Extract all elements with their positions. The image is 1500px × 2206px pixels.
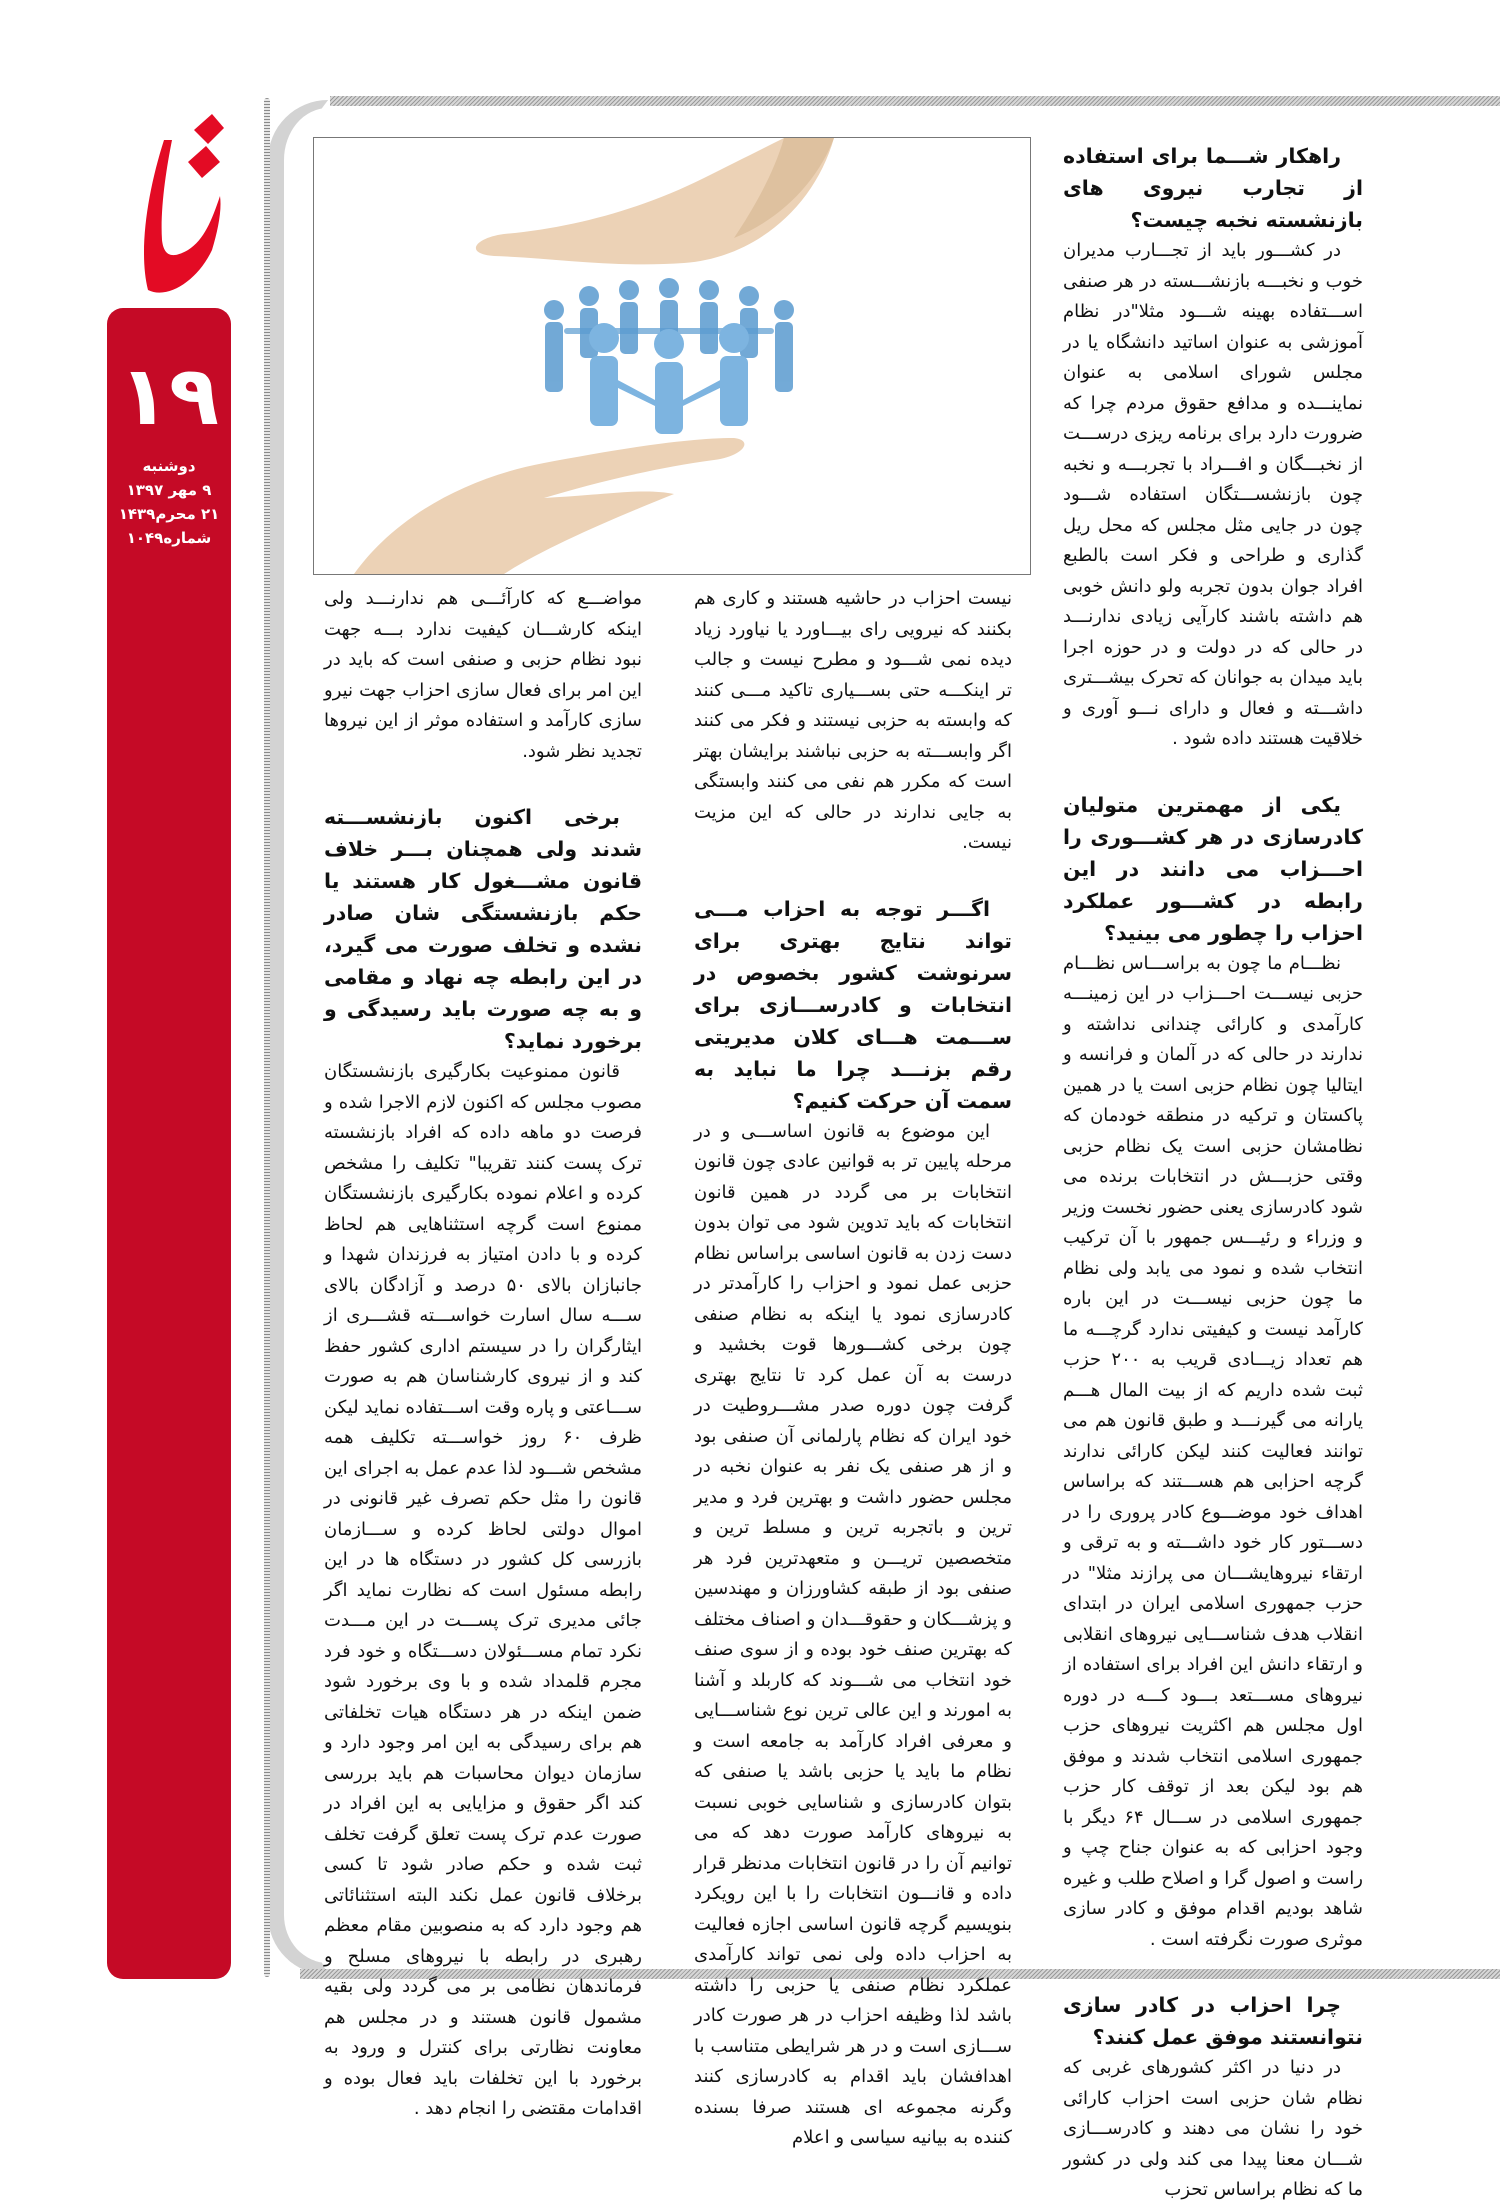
hands-protecting-people-illustration <box>314 138 1030 574</box>
bottom-hand-shape <box>354 438 744 574</box>
issue-meta <box>107 454 231 550</box>
question-heading: یکی از مهمترین متولیان کادرسازی در هر کشـــوری را احـــزاب می دانند در این رابطه در کشـــور عملکرد احزاب را چطور می بینید؟ <box>1063 792 1363 945</box>
question-heading: راهکار شـــما برای استفاده از تجارب نیروی های بازنشسته نخبه چیست؟ <box>1063 144 1363 232</box>
section-gap <box>694 859 1012 893</box>
page-number: ۱۹ <box>118 349 220 444</box>
weekday: دوشنبه <box>142 457 196 475</box>
article-column-middle <box>694 584 1012 2154</box>
issue-number: شماره۱۰۴۹ <box>126 529 212 547</box>
answer-paragraph: در دنیا در اکثر کشورهای غربی که نظام شان حزبی است احزاب کارائی خود را نشان می دهند و کادرســـازی شـــان معنا پیدا می کند ولی در کشور ما که نظام براساس تحزب <box>1063 2057 1363 2200</box>
page-frame-top-border <box>330 96 1500 106</box>
section-gap <box>324 767 642 801</box>
article-column-left <box>324 584 642 2125</box>
lunar-date: ۲۱ محرم۱۴۳۹ <box>118 505 220 523</box>
section-gap <box>1063 1955 1363 1989</box>
answer-paragraph-continued: نیست احزاب در حاشیه هستند و کاری هم بکنند که نیرویی رای بیـــاورد یا نیاورد زیاد دیده نمی شـــود و مطرح نیست و جالب تر اینکـــه حتی بســـیاری تاکید مـــی کنند که وابسته به حزبی نیستند و فکر می کنند اگر وابســـته به حزبی نباشند برایشان بهتر است که مکرر هم نفی می کنند وابستگی به جایی ندارند در حالی که این مزیت نیست. <box>694 588 1012 853</box>
question-heading: برخی اکنون بازنشســـته شدند ولی همچنان بـــر خلاف قانون مشـــغول کار هستند یا حکم بازنشستگی شان صادر نشده و تخلف صورت می گیرد، در این رابطه چه نهاد و مقامی و به چه صورت باید رسیدگی و برخورد نماید؟ <box>324 805 642 1053</box>
question-heading: چرا احزاب در کادر سازی نتوانستند موفق عمل کنند؟ <box>1063 1993 1363 2049</box>
issue-info-tab <box>107 308 231 1979</box>
article-photo <box>313 137 1031 575</box>
answer-paragraph: در کشـــور باید از تجـــارب مدیران خوب و نخبـــه بازنشـــسته در هر صنفی اســـتفاده بهینه شـــود مثلا"در نظام آموزشی به عنوان اساتید دانشگاه یا در مجلس شورای اسلامی به عنوان نماینـــده و مدافع حقوق مردم چرا که ضرورت دارد برای برنامه ریزی درســـت از نخبـــگان و افـــراد با تجربـــه و نخبه چون بازنشســـتگان استفاده شـــود چون در جایی مثل مجلس که محل ریل گذاری و طراحی و فکر است بالطبع افراد جوان بدون تجربه ولو دانش خوبی هم داشته باشند کارآیی زیادی ندارنـــد در حالی که در دولت و در حوزه اجرا باید میدان به جوانان که تحرک بیشـــتری داشـــته و فعال و دارای نـــو آوری و خلاقیت هستند داده شود . <box>1063 240 1363 749</box>
answer-paragraph: نظـــام ما چون به براســـاس نظـــام حزبی نیســـت احـــزاب در این زمینـــه کارآمدی و کارائی چندانی نداشته و ندارند در حالی که در آلمان و فرانسه و ایتالیا چون نظام حزبی است یا در همین پاکستان و ترکیه در منطقه خودمان که نظامشان حزبی است یک نظام حزبی وقتی حزبـــش در انتخابات برنده می شود کادرسازی یعنی حضور نخست وزیر و وزراء و رئیـــس جمهور با آن ترکیب انتخاب شده و نمود می یابد ولی نظام ما چون حزبی نیســـت در این باره کارآمد نیست و کیفیتی ندارد گرچـــه ما هم تعداد زیـــادی قریب به ۲۰۰ حزب ثبت شده داریم که از بیت المال هـــم یارانه می گیرنـــد و طبق قانون هم می توانند فعالیت کنند لیکن کارائی ندارند گرچه احزابی هم هســـتند که براساس اهداف خود موضـــوع کادر پروری را در دســـتور کار خود داشـــته و به ترقی و ارتقاء نیروهایشـــان می پرازند مثلا" در حزب جمهوری اسلامی ایران در ابتدای انقلاب هدف شناســـایی نیروهای انقلابی و ارتقاء دانش این افراد برای استفاده از نیروهای مســـتعد بـــود کـــه در دوره اول مجلس هم اکثریت نیروهای حزب جمهوری اسلامی انتخاب شدند و موفق هم بود لیکن بعد از توقف کار حزب جمهوری اسلامی در ســـال ۶۴ دیگر با وجود احزابی که به عنوان جناح چپ و راست و اصول گرا و اصلاح طلب و غیره شاهد بودیم اقدام موفق و کادر سازی موثری صورت نگرفته است . <box>1063 952 1363 1950</box>
answer-paragraph: قانون ممنوعیت بکارگیری بازنشستگان مصوب مجلس که اکنون لازم الاجرا شده و فرصت دو ماهه داده که افراد بازنشسته ترک پست کنند تقریبا" تکلیف را مشخص کرده و اعلام نموده بکارگیری بازنشستگان ممنوع است گرچه استثناهایی هم لحاظ کرده و با دادن امتیاز به فرزندان شهدا و جانبازان بالای ۵۰ درصد و آزادگان بالای ســـه سال اسارت خواســـته قشـــری از ایثارگران را در سیستم اداری کشور حفظ کند و از نیروی کارشناسان هم به صورت ســـاعتی و پاره وقت اســـتفاده نماید لیکن ظرف ۶۰ روز خواســـته تکلیف همه مشخص شـــود لذا عدم عمل به اجرای این قانون را مثل حکم تصرف غیر قانونی در اموال دولتی لحاظ کرده و ســـازمان بازرسی کل کشور در دستگاه ها در این رابطه مسئول است که نظارت نماید اگر جائی مدیری ترک پســـت در این مـــدت نکرد تمام مســـئولان دســـتگاه و خود فرد مجرم قلمداد شده و با وی برخورد شود ضمن اینکه در هر دستگاه هیات تخلفاتی هم برای رسیدگی به این امر وجود دارد و سازمان دیوان محاسبات هم باید بررسی کند اگر حقوق و مزایایی به این افراد در صورت عدم ترک پست تعلق گرفت تخلف ثبت شده و حکم صادر شود تا کسی برخلاف قانون عمل نکند البته استثنائاتی هم وجود دارد که به منصوبین مقام معظم رهبری در رابطه با نیروهای مسلح و فرماندهان نظامی بر می گردد ولی بقیه مشمول قانون هستند و در مجلس هم معاونت نظارتی برای کنترل و ورود به برخورد با این تخلفات باید فعال بوده و اقدامات مقتضی را انجام دهد . <box>324 1061 643 2119</box>
shoma-logo-icon <box>108 100 228 300</box>
section-gap <box>1063 755 1363 789</box>
answer-paragraph-continued: مواضـــع که کارآئـــی هم ندارنـــد ولی اینکه کارشـــان کیفیت ندارد بـــه جهت نبود نظام حزبی و صنفی است که باید در این امر برای فعال سازی احزاب جهت نیرو سازی کارآمد و استفاده موثر از این نیروها تجدید نظر شود. <box>324 588 642 762</box>
article-column-right <box>1063 140 1363 2206</box>
answer-paragraph: این موضوع به قانون اساســـی و در مرحله پایین تر به قوانین عادی چون قانون انتخابات بر می گردد در همین قانون انتخابات که باید تدوین شود می توان بدون دست زدن به قانون اساسی براساس نظام حزبی عمل نمود و احزاب را کارآمدتر در کادرسازی نمود یا اینکه به نظام صنفی چون برخی کشـــورها قوت بخشید و درست به آن عمل کرد تا نتایج بهتری گرفت چون دوره صدر مشـــروطیت در خود ایران که نظام پارلمانی آن صنفی بود و از هر صنفی یک نفر به عنوان نخبه در مجلس حضور داشت و بهترین فرد و مدیر ترین و باتجربه ترین و مسلط ترین و متخصصین تریـــن و متعهدترین فرد هر صنفی بود از طبقه کشاورزان و مهندسین و پزشـــکان و حقوقـــدان و اصناف مختلف که بهترین صنف خود بوده و از سوی صنف خود انتخاب می شـــوند که کاربلد و آشنا به امورند و این عالی ترین نوع شناســـایی و معرفی افراد کارآمد به جامعه است و نظام ما باید یا حزبی باشد یا صنفی که بتوان کادرسازی و شناسایی خوبی نسبت به نیروهای کارآمد صورت دهد که می توانیم آن را در قانون انتخابات مدنظر قرار داده و قانـــون انتخابات را با این رویکرد بنویسیم گرچه قانون اساسی اجازه فعالیت به احزاب داده ولی نمی تواند کارآمدی عملکرد نظام صنفی یا حزبی را داشته باشد لذا وظیفه احزاب در هر صورت کادر ســـازی است و در هر شرایطی متناسب با اهدافشان باید اقدام به کادرسازی کنند وگرنه مجموعه ای هستند صرفا بسنده کننده به بیانیه سیاسی و اعلام <box>694 1120 1012 2148</box>
publication-logo <box>108 100 228 300</box>
solar-date: ۹ مهر ۱۳۹۷ <box>126 481 212 499</box>
people-circle-group <box>544 278 794 434</box>
question-heading: اگـــر توجه به احزاب مـــی تواند نتایج بهتری برای سرنوشت کشور بخصوص در انتخابات و کادرســـازی برای ســـمت هـــای کلان مدیریتی رقم بزنـــد چرا ما نباید به سمت آن حرکت کنیم؟ <box>694 896 1012 1113</box>
